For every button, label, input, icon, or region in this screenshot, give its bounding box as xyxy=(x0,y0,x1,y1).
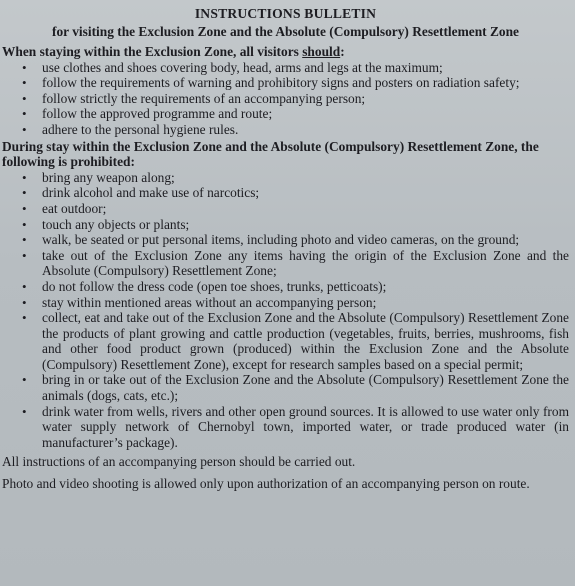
prohibition-item-text: walk, be seated or put personal items, including photo and video cameras, on the ground; xyxy=(42,232,520,248)
prohibition-item-text: bring in or take out of the Exclusion Zone and the Absolute (Compulsory) Resettlement Zone the animals (dogs, cats, etc.); xyxy=(42,372,569,404)
obligation-item xyxy=(2,122,569,138)
prohibition-item xyxy=(2,185,569,201)
accompanying-person-instructions: All instructions of an accompanying person should be carried out. xyxy=(2,454,356,470)
prohibition-item xyxy=(2,295,569,311)
obligation-item-text: follow the requirements of warning and prohibitory signs and posters on radiation safety; xyxy=(42,75,520,91)
visitor-obligations-heading-suffix: : xyxy=(340,44,345,59)
obligation-item xyxy=(2,75,569,91)
bullet-icon: • xyxy=(22,106,27,122)
prohibition-item-text: touch any objects or plants; xyxy=(42,216,190,232)
prohibition-item-text: drink water from wells, rivers and other open ground sources. It is allowed to use water only from water supply network of Chernobyl town, imported water, or trade produced water (in manufacturer’s package). xyxy=(42,403,569,450)
prohibition-item xyxy=(2,310,569,372)
bullet-icon: • xyxy=(22,90,27,106)
prohibition-item-text: drink alcohol and make use of narcotics; xyxy=(42,185,260,201)
prohibition-item-text: eat outdoor; xyxy=(42,200,107,216)
bullet-icon: • xyxy=(22,278,27,294)
prohibition-item xyxy=(2,232,569,248)
obligation-item xyxy=(2,91,569,107)
obligation-item-text: follow the approved programme and route; xyxy=(42,106,273,122)
bullet-icon: • xyxy=(22,294,27,310)
prohibitions-heading: During stay within the Exclusion Zone and the Absolute (Compulsory) Resettlement Zone, the following is prohibited: xyxy=(2,138,539,170)
bullet-icon: • xyxy=(22,247,27,263)
prohibition-item-text: do not follow the dress code (open toe shoes, trunks, petticoats); xyxy=(42,278,387,294)
bullet-icon: • xyxy=(22,169,27,185)
visitor-obligations-heading xyxy=(2,44,569,60)
obligation-item-text: adhere to the personal hygiene rules. xyxy=(42,121,239,137)
bullet-icon: • xyxy=(22,121,27,137)
bullet-icon: • xyxy=(22,310,27,326)
obligation-item-text: use clothes and shoes covering body, head, arms and legs at the maximum; xyxy=(42,59,443,75)
prohibition-item xyxy=(2,248,569,279)
prohibition-item xyxy=(2,201,569,217)
bulletin-title: INSTRUCTIONS BULLETIN xyxy=(194,6,377,21)
bullet-icon: • xyxy=(22,59,27,75)
prohibition-item xyxy=(2,217,569,233)
prohibition-item-text: collect, eat and take out of the Exclusion Zone and the Absolute (Compulsory) Resettlement Zone the products of plant growing and cattle production (vegetables, fruits, berries, mushrooms, fish and other food product grown (produced) within the Exclusion Zone and the Absolute (Compulsory) Resettlement Zone), except for research samples based on a special permit; xyxy=(42,310,569,372)
should-emphasis: should xyxy=(302,44,341,59)
bullet-icon: • xyxy=(22,75,27,91)
obligation-item xyxy=(2,60,569,76)
bullet-icon: • xyxy=(22,216,27,232)
prohibitions-list xyxy=(2,170,569,451)
prohibition-item xyxy=(2,279,569,295)
photo-video-policy: Photo and video shooting is allowed only upon authorization of an accompanying person on route. xyxy=(2,476,530,492)
visitor-obligations-list xyxy=(2,60,569,138)
obligation-item-text: follow strictly the requirements of an accompanying person; xyxy=(42,90,366,106)
prohibition-item xyxy=(2,170,569,186)
bullet-icon: • xyxy=(22,185,27,201)
prohibition-item xyxy=(2,404,569,451)
bulletin-subtitle: for visiting the Exclusion Zone and the Absolute (Compulsory) Resettlement Zone xyxy=(52,24,519,39)
prohibition-item-text: take out of the Exclusion Zone any items having the origin of the Exclusion Zone and the Absolute (Compulsory) Resettlement Zone; xyxy=(42,247,569,279)
visitor-obligations-heading-prefix: When staying within the Exclusion Zone, all visitors xyxy=(2,44,303,59)
prohibition-item-text: stay within mentioned areas without an accompanying person; xyxy=(42,294,377,310)
prohibition-item-text: bring any weapon along; xyxy=(42,169,175,185)
obligation-item xyxy=(2,106,569,122)
bullet-icon: • xyxy=(22,403,27,419)
bullet-icon: • xyxy=(22,200,27,216)
bullet-icon: • xyxy=(22,232,27,248)
bullet-icon: • xyxy=(22,372,27,388)
prohibition-item xyxy=(2,372,569,403)
